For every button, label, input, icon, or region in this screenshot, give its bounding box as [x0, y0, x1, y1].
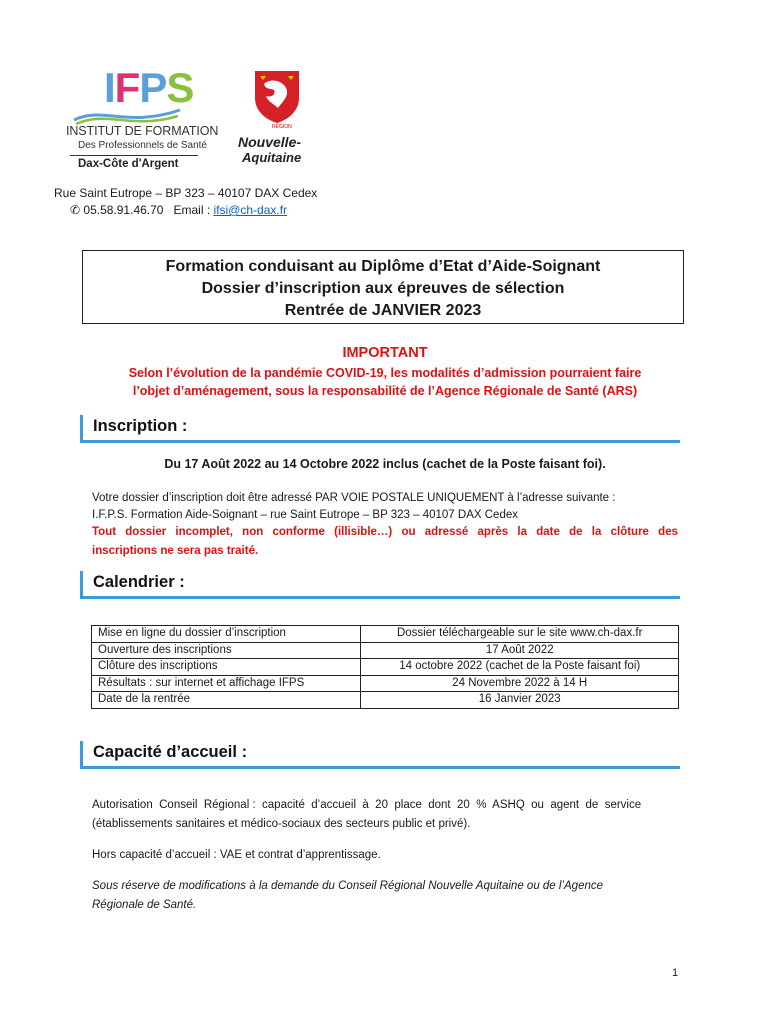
- document-title-box: [82, 250, 684, 324]
- calendar-value: 16 Janvier 2023: [361, 692, 679, 709]
- table-row: [92, 642, 679, 659]
- important-line2: l’objet d’aménagement, sous la responsabilité de l’Agence Régionale de Santé (ARS): [132, 384, 638, 398]
- calendar-table: [91, 625, 679, 709]
- ifps-logo-letters: IFPS: [104, 64, 194, 111]
- title-line2: Dossier d’inscription aux épreuves de sélection: [201, 280, 565, 297]
- page-number: 1: [672, 967, 679, 979]
- capacite-note2: Régionale de Santé.: [92, 899, 197, 911]
- inscription-dates: Du 17 Août 2022 au 14 Octobre 2022 inclus (cachet de la Poste faisant foi).: [164, 457, 606, 471]
- capacite-para1a: Autorisation Conseil Régional : capacité d’accueil à 20 place dont 20 % ASHQ ou agent de service: [92, 799, 642, 811]
- email-label: Email :: [163, 203, 214, 217]
- region-shield-icon: [252, 68, 302, 124]
- calendar-value: 14 octobre 2022 (cachet de la Poste faisant foi): [361, 659, 679, 676]
- calendar-label: Résultats : sur internet et affichage IFPS: [92, 675, 361, 692]
- calendar-label: Ouverture des inscriptions: [92, 642, 361, 659]
- capacite-para1b: (établissements sanitaires et médico-sociaux des secteurs public et privé).: [92, 818, 471, 830]
- table-row: [92, 626, 679, 643]
- calendar-label: Clôture des inscriptions: [92, 659, 361, 676]
- title-line3: Rentrée de JANVIER 2023: [284, 302, 482, 319]
- table-row: [92, 659, 679, 676]
- inscription-warning2: inscriptions ne sera pas traité.: [92, 545, 259, 557]
- section-heading-capacite: Capacité d’accueil :: [80, 741, 680, 769]
- region-name-line1: Nouvelle-: [238, 134, 302, 150]
- important-line1: Selon l’évolution de la pandémie COVID-19, les modalités d’admission pourraient faire: [128, 366, 642, 380]
- ifps-logo-line1: INSTITUT DE FORMATION: [66, 124, 219, 138]
- ifps-logo-line3: Dax-Côte d'Argent: [78, 158, 179, 170]
- calendar-label: Mise en ligne du dossier d’inscription: [92, 626, 361, 643]
- region-logo: [238, 66, 318, 165]
- table-row: [92, 692, 679, 709]
- contact-line: [70, 203, 287, 217]
- calendar-label: Date de la rentrée: [92, 692, 361, 709]
- region-name-line2: Aquitaine: [242, 150, 302, 165]
- ifps-logo-line2: Des Professionnels de Santé: [78, 140, 207, 151]
- important-heading: IMPORTANT: [342, 345, 428, 361]
- inscription-warning1: Tout dossier incomplet, non conforme (illisible…) ou adressé après la date de la clôture des: [92, 526, 678, 538]
- capacite-text: [92, 796, 678, 915]
- section-heading-calendrier: Calendrier :: [80, 571, 680, 599]
- calendar-value: 17 Août 2022: [361, 642, 679, 659]
- inscription-text: [92, 490, 678, 560]
- important-notice: [0, 364, 770, 400]
- phone-icon: ✆: [70, 203, 81, 217]
- phone-number: 05.58.91.46.70: [80, 203, 164, 217]
- table-row: [92, 675, 679, 692]
- region-small-label: RÉGION: [272, 124, 292, 130]
- address-line: Rue Saint Eutrope – BP 323 – 40107 DAX Cedex: [54, 186, 318, 200]
- ifps-wave-graphic: [72, 102, 182, 126]
- title-line1: Formation conduisant au Diplôme d’Etat d’Aide-Soignant: [165, 258, 601, 275]
- ifps-logo-divider: [70, 155, 198, 156]
- inscription-para1: Votre dossier d’inscription doit être adressé PAR VOIE POSTALE UNIQUEMENT à l’adresse suivante :: [92, 492, 616, 504]
- capacite-note1: Sous réserve de modifications à la demande du Conseil Régional Nouvelle Aquitaine ou de l’Agence: [92, 880, 604, 892]
- inscription-para2: I.F.P.S. Formation Aide-Soignant – rue Saint Eutrope – BP 323 – 40107 DAX Cedex: [92, 509, 518, 521]
- calendar-value: 24 Novembre 2022 à 14 H: [361, 675, 679, 692]
- ifps-logo: [64, 64, 219, 178]
- capacite-para2: Hors capacité d’accueil : VAE et contrat d’apprentissage.: [92, 849, 381, 861]
- email-link[interactable]: ifsi@ch-dax.fr: [213, 203, 288, 217]
- calendar-value: Dossier téléchargeable sur le site www.ch-dax.fr: [361, 626, 679, 643]
- section-heading-inscription: Inscription :: [80, 415, 680, 443]
